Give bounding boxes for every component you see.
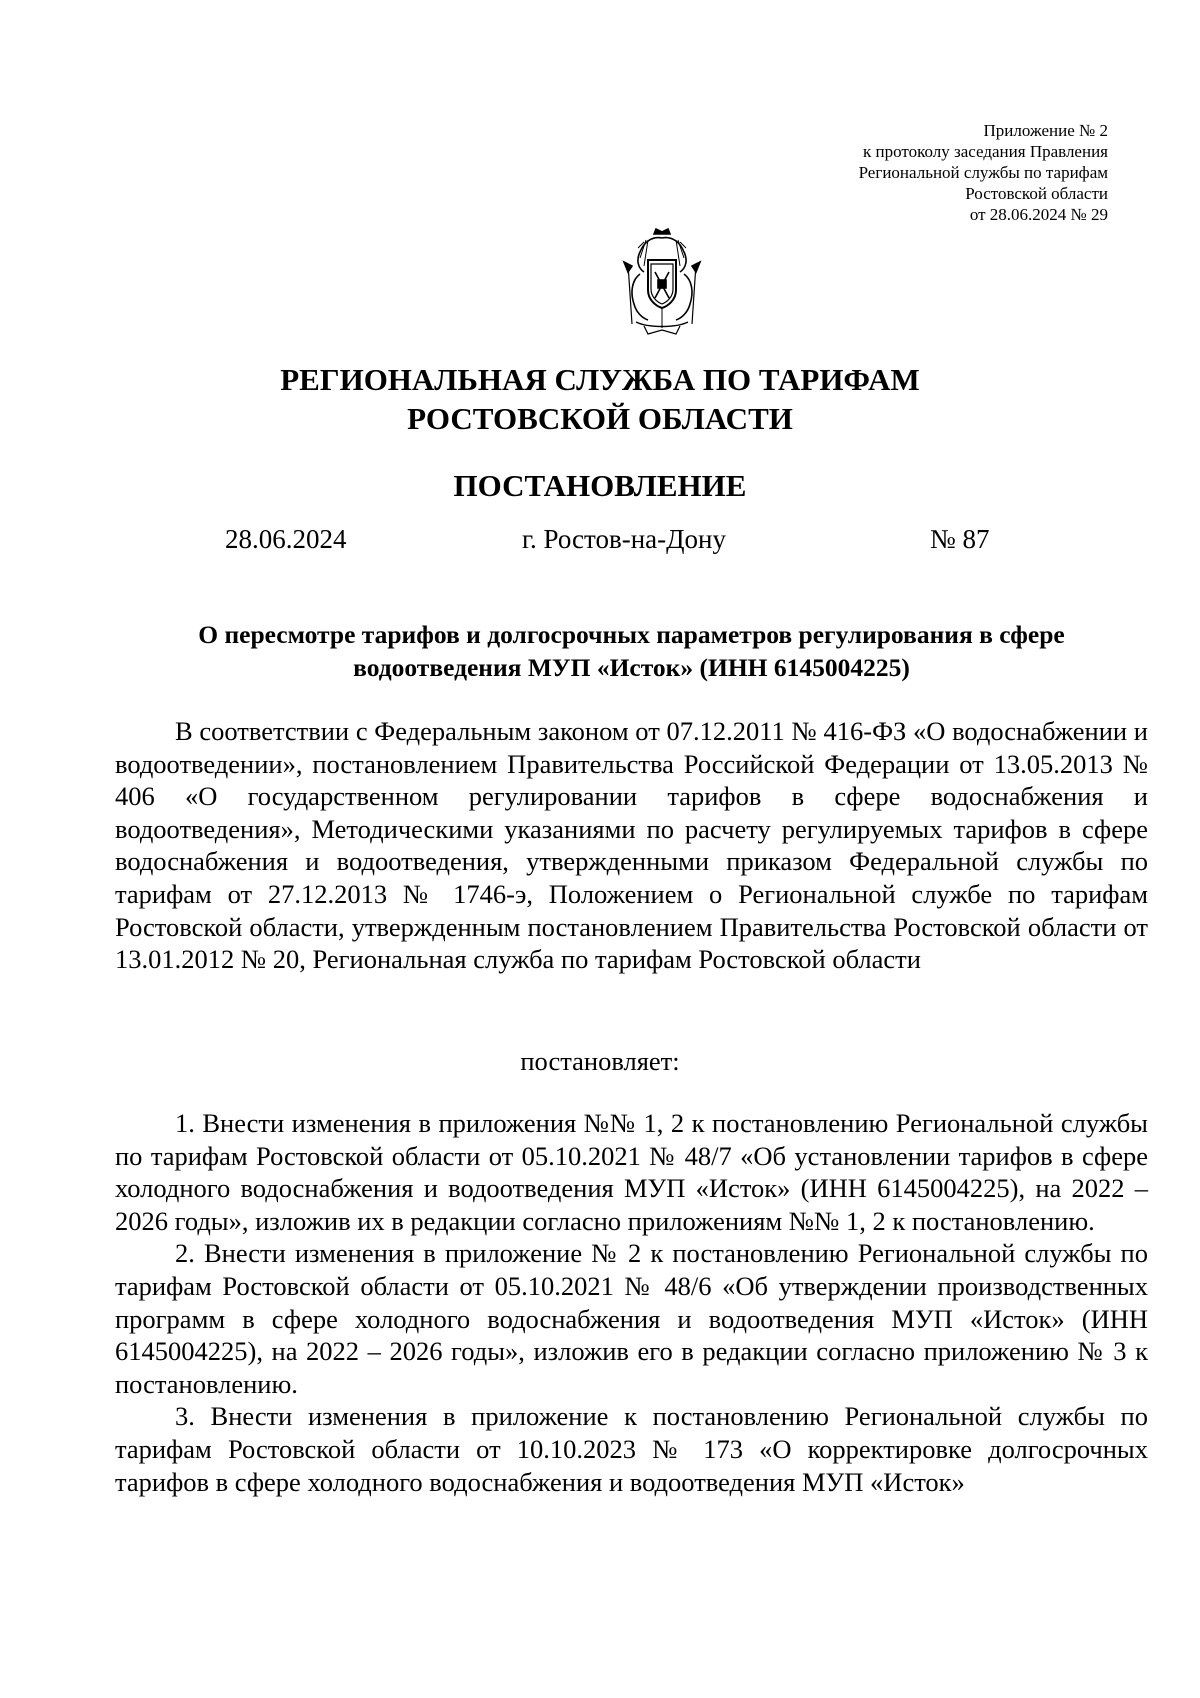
annex-block [859,120,1108,225]
annex-line: к протоколу заседания Правления [863,142,1108,161]
annex-line: от 28.06.2024 № 29 [969,205,1108,224]
resolves-heading: постановляет: [520,1046,680,1076]
preamble [115,715,1148,976]
coat-of-arms-icon [618,228,706,336]
annex-line: Региональной службы по тарифам [858,163,1108,182]
document-type: ПОСТАНОВЛЕНИЕ [453,468,747,503]
preamble-paragraph: В соответствии с Федеральным законом от 07.12.2011 № 416-ФЗ «О водоснабжении и водоотведении», постановлением Правительства Российской Федерации от 13.05.2013 № 406 «О государственном регулировании тарифов в сфере водоснабжения и водоотведения», Методическими указаниями по расчету регулируемых тарифов в сфере водоснабжения и водоотведения, утвержденными приказом Федеральной службы по тарифам от 27.12.2013 № 1746-э, Положением о Региональной службе по тарифам Ростовской области, утвержденным постановлением Правительства Ростовской области от 13.01.2012 № 20, Региональная служба по тарифам Ростовской области [115,716,1148,975]
subject-line: водоотведения МУП «Исток» (ИНН 6145004225) [353,653,910,682]
document-date: 28.06.2024 [225,524,347,554]
resolution-point: 2. Внести изменения в приложение № 2 к постановлению Региональной службы по тарифам Ростовской области от 05.10.2021 № 48/6 «Об утверждении производственных программ в сфере холодного водоснабжения и водоотведения МУП «Исток» (ИНН 6145004225), на 2022 – 2026 годы», изложив его в редакции согласно приложению № 3 к постановлению. [115,1238,1148,1399]
resolution-point: 1. Внести изменения в приложения №№ 1, 2 к постановлению Региональной службы по тарифам Ростовской области от 05.10.2021 № 48/7 «Об установлении тарифов в сфере холодного водоснабжения и водоотведения МУП «Исток» (ИНН 6145004225), на 2022 – 2026 годы», изложив их в редакции согласно приложениям №№ 1, 2 к постановлению. [115,1108,1148,1236]
annex-line: Ростовской области [965,184,1108,203]
document-subject [115,618,1148,684]
subject-line: О пересмотре тарифов и долгосрочных параметров регулирования в сфере [198,620,1065,649]
annex-line: Приложение № 2 [983,121,1108,140]
organization-title-line: РОСТОВСКОЙ ОБЛАСТИ [407,401,793,436]
organization-title [0,360,1200,438]
document-number: № 87 [930,524,990,554]
resolution-point: 3. Внести изменения в приложение к постановлению Региональной службы по тарифам Ростовской области от 10.10.2023 № 173 «О корректировке долгосрочных тарифов в сфере холодного водоснабжения и водоотведения МУП «Исток» [115,1401,1148,1497]
document-city: г. Ростов-на-Дону [522,524,727,554]
resolution-points [115,1107,1148,1498]
organization-title-line: РЕГИОНАЛЬНАЯ СЛУЖБА ПО ТАРИФАМ [280,362,920,397]
